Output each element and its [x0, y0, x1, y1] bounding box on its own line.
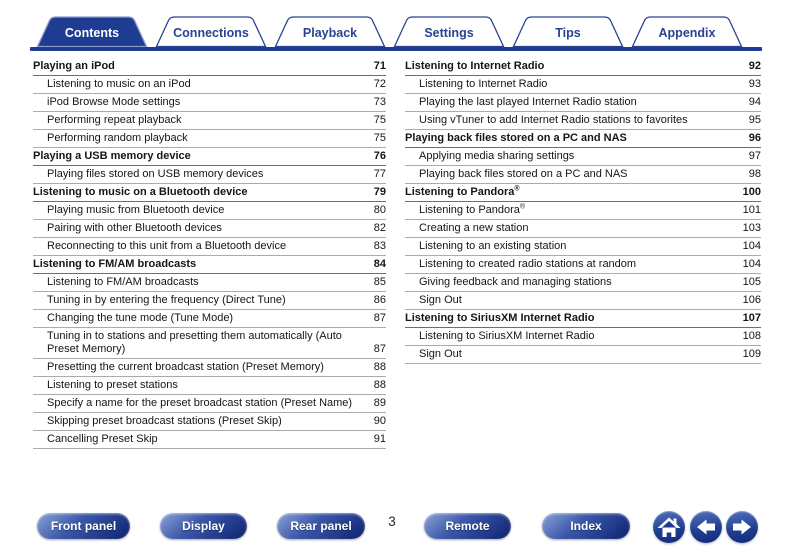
tab-contents[interactable] — [36, 16, 148, 47]
forward-arrow-glyph — [726, 511, 758, 543]
display-button[interactable]: Display — [160, 513, 247, 539]
toc-column-right — [405, 58, 761, 364]
toc-entry-title: Listening to preset stations — [47, 379, 178, 391]
back-arrow-glyph — [690, 511, 722, 543]
toc-entry[interactable] — [405, 256, 761, 274]
toc-entry[interactable] — [33, 292, 386, 310]
remote-button[interactable]: Remote — [424, 513, 511, 539]
toc-entry-title: Presetting the current broadcast station (Preset Memory) — [47, 361, 324, 373]
toc-entry-page-number: 85 — [373, 276, 386, 288]
toc-entry-title: Playing an iPod — [33, 60, 115, 72]
toc-entry-title: Playing music from Bluetooth device — [47, 204, 225, 216]
toc-entry-title: Playing a USB memory device — [33, 150, 191, 162]
toc-entry-page-number: 109 — [742, 348, 761, 360]
toc-entry-page-number: 93 — [748, 78, 761, 90]
toc-entry-page-number: 71 — [373, 60, 386, 72]
toc-entry-page-number: 75 — [373, 132, 386, 144]
toc-entry[interactable] — [33, 256, 386, 274]
toc-entry-title: Performing repeat playback — [47, 114, 182, 126]
toc-entry-page-number: 98 — [748, 168, 761, 180]
tab-label: Contents — [64, 26, 120, 40]
toc-entry-title: Listening to created radio stations at random — [419, 258, 637, 270]
toc-entry-page-number: 95 — [748, 114, 761, 126]
back-arrow-icon[interactable] — [690, 511, 722, 543]
toc-entry-title: Cancelling Preset Skip — [47, 433, 158, 445]
toc-entry-page-number: 89 — [373, 397, 386, 409]
toc-entry-page-number: 92 — [748, 60, 761, 72]
tab-appendix[interactable] — [631, 16, 743, 47]
tab-label: Appendix — [658, 26, 716, 40]
toc-entry[interactable] — [405, 112, 761, 130]
toc-entry-page-number: 82 — [373, 222, 386, 234]
toc-entry-page-number: 79 — [373, 186, 386, 198]
tab-label: Connections — [173, 26, 249, 40]
toc-column-left — [33, 58, 386, 449]
toc-entry-page-number: 100 — [742, 186, 761, 198]
toc-entry[interactable] — [33, 310, 386, 328]
toc-entry-page-number: 106 — [742, 294, 761, 306]
toc-entry-page-number: 80 — [373, 204, 386, 216]
tab-bar — [36, 16, 743, 47]
toc-entry-title: Listening to SiriusXM Internet Radio — [405, 312, 595, 324]
toc-entry-title: Specify a name for the preset broadcast station (Preset Name) — [47, 397, 353, 409]
toc-entry[interactable] — [33, 148, 386, 166]
toc-entry[interactable] — [33, 395, 386, 413]
home-icon[interactable] — [653, 511, 685, 543]
toc-entry-title: Sign Out — [419, 294, 462, 306]
toc-entry-page-number: 101 — [742, 204, 761, 216]
toc-entry-title: Giving feedback and managing stations — [419, 276, 612, 288]
toc-entry-title: Tuning in to stations and presetting them automatically (Auto Preset Memory) — [47, 330, 342, 355]
toc-entry-page-number: 86 — [373, 294, 386, 306]
toc-entry-page-number: 97 — [748, 150, 761, 162]
toc-entry-page-number: 104 — [742, 258, 761, 270]
toc-entry-title: Tuning in by entering the frequency (Direct Tune) — [47, 294, 286, 306]
toc-entry-title: Listening to music on a Bluetooth device — [33, 186, 248, 198]
toc-entry[interactable] — [33, 130, 386, 148]
toc-entry-page-number: 96 — [748, 132, 761, 144]
toc-entry[interactable] — [33, 94, 386, 112]
toc-entry[interactable] — [405, 220, 761, 238]
rear-panel-button[interactable]: Rear panel — [277, 513, 365, 539]
toc-entry-title: Listening to Pandora® — [405, 185, 520, 198]
toc-entry[interactable] — [405, 292, 761, 310]
toc-entry[interactable] — [33, 328, 386, 359]
toc-entry-title: Using vTuner to add Internet Radio stations to favorites — [419, 114, 688, 126]
toc-entry-page-number: 88 — [373, 361, 386, 373]
toc-entry-page-number: 73 — [373, 96, 386, 108]
toc-entry-title: Listening to music on an iPod — [47, 78, 191, 90]
toc-entry[interactable] — [405, 166, 761, 184]
toc-entry-page-number: 87 — [373, 343, 386, 355]
toc-entry-page-number: 107 — [742, 312, 761, 324]
toc-entry-page-number: 84 — [373, 258, 386, 270]
toc-entry[interactable] — [405, 328, 761, 346]
toc-entry[interactable] — [405, 130, 761, 148]
toc-entry[interactable] — [33, 166, 386, 184]
toc-entry[interactable] — [33, 377, 386, 395]
toc-entry[interactable] — [405, 346, 761, 364]
toc-entry-page-number: 83 — [373, 240, 386, 252]
toc-entry-page-number: 108 — [742, 330, 761, 342]
toc-entry[interactable] — [33, 431, 386, 449]
toc-entry[interactable] — [33, 413, 386, 431]
toc-entry-title: Listening to Internet Radio — [405, 60, 545, 72]
toc-entry[interactable] — [405, 184, 761, 202]
toc-entry-title: Applying media sharing settings — [419, 150, 575, 162]
toc-entry-title: Skipping preset broadcast stations (Preset Skip) — [47, 415, 282, 427]
toc-entry[interactable] — [33, 58, 386, 76]
tab-playback[interactable] — [274, 16, 386, 47]
toc-entry[interactable] — [33, 238, 386, 256]
toc-entry-page-number: 105 — [742, 276, 761, 288]
toc-entry-page-number: 77 — [373, 168, 386, 180]
toc-entry-title: Listening to an existing station — [419, 240, 567, 252]
toc-entry-title: Listening to FM/AM broadcasts — [47, 276, 199, 288]
toc-entry-title: Listening to Pandora® — [419, 203, 526, 216]
toc-entry-title: Playing back files stored on a PC and NAS — [419, 168, 628, 180]
index-button[interactable]: Index — [542, 513, 630, 539]
toc-entry-title: iPod Browse Mode settings — [47, 96, 181, 108]
toc-entry-page-number: 76 — [373, 150, 386, 162]
toc-entry-page-number: 104 — [742, 240, 761, 252]
tab-label: Playback — [302, 26, 358, 40]
toc-entry[interactable] — [405, 94, 761, 112]
toc-entry-page-number: 87 — [373, 312, 386, 324]
toc-entry[interactable] — [405, 148, 761, 166]
toc-entry[interactable] — [33, 202, 386, 220]
page-number: 3 — [388, 514, 396, 529]
toc-entry-page-number: 103 — [742, 222, 761, 234]
front-panel-button[interactable]: Front panel — [37, 513, 130, 539]
toc-entry[interactable] — [33, 184, 386, 202]
home-icon-glyph — [653, 511, 685, 543]
toc-entry[interactable] — [405, 274, 761, 292]
toc-entry-title: Creating a new station — [419, 222, 529, 234]
toc-entry[interactable] — [33, 274, 386, 292]
toc-entry-page-number: 72 — [373, 78, 386, 90]
toc-entry[interactable] — [33, 76, 386, 94]
tab-tips[interactable] — [512, 16, 624, 47]
toc-entry-page-number: 90 — [373, 415, 386, 427]
toc-entry-title: Playing files stored on USB memory devices — [47, 168, 264, 180]
toc-entry-page-number: 88 — [373, 379, 386, 391]
toc-entry-title: Playing back files stored on a PC and NAS — [405, 132, 627, 144]
toc-entry-page-number: 94 — [748, 96, 761, 108]
forward-arrow-icon[interactable] — [726, 511, 758, 543]
toc-entry[interactable] — [405, 202, 761, 220]
toc-entry-title: Listening to FM/AM broadcasts — [33, 258, 197, 270]
toc-entry[interactable] — [405, 76, 761, 94]
toc-entry-title: Performing random playback — [47, 132, 188, 144]
toc-entry[interactable] — [405, 58, 761, 76]
toc-entry[interactable] — [33, 359, 386, 377]
toc-entry-page-number: 75 — [373, 114, 386, 126]
toc-entry-page-number: 91 — [373, 433, 386, 445]
toc-entry-title: Listening to SiriusXM Internet Radio — [419, 330, 595, 342]
tab-label: Tips — [555, 26, 581, 40]
toc-entry-title: Playing the last played Internet Radio station — [419, 96, 637, 108]
tab-bar-underline — [30, 47, 762, 51]
toc-entry-title: Listening to Internet Radio — [419, 78, 548, 90]
toc-entry-title: Sign Out — [419, 348, 462, 360]
toc-entry-title: Changing the tune mode (Tune Mode) — [47, 312, 234, 324]
toc-entry-title: Pairing with other Bluetooth devices — [47, 222, 222, 234]
toc-entry[interactable] — [405, 310, 761, 328]
toc-entry-title: Reconnecting to this unit from a Bluetooth device — [47, 240, 287, 252]
toc-entry[interactable] — [405, 238, 761, 256]
toc-entry[interactable] — [33, 220, 386, 238]
tab-connections[interactable] — [155, 16, 267, 47]
toc-entry[interactable] — [33, 112, 386, 130]
tab-settings[interactable] — [393, 16, 505, 47]
tab-label: Settings — [424, 26, 474, 40]
